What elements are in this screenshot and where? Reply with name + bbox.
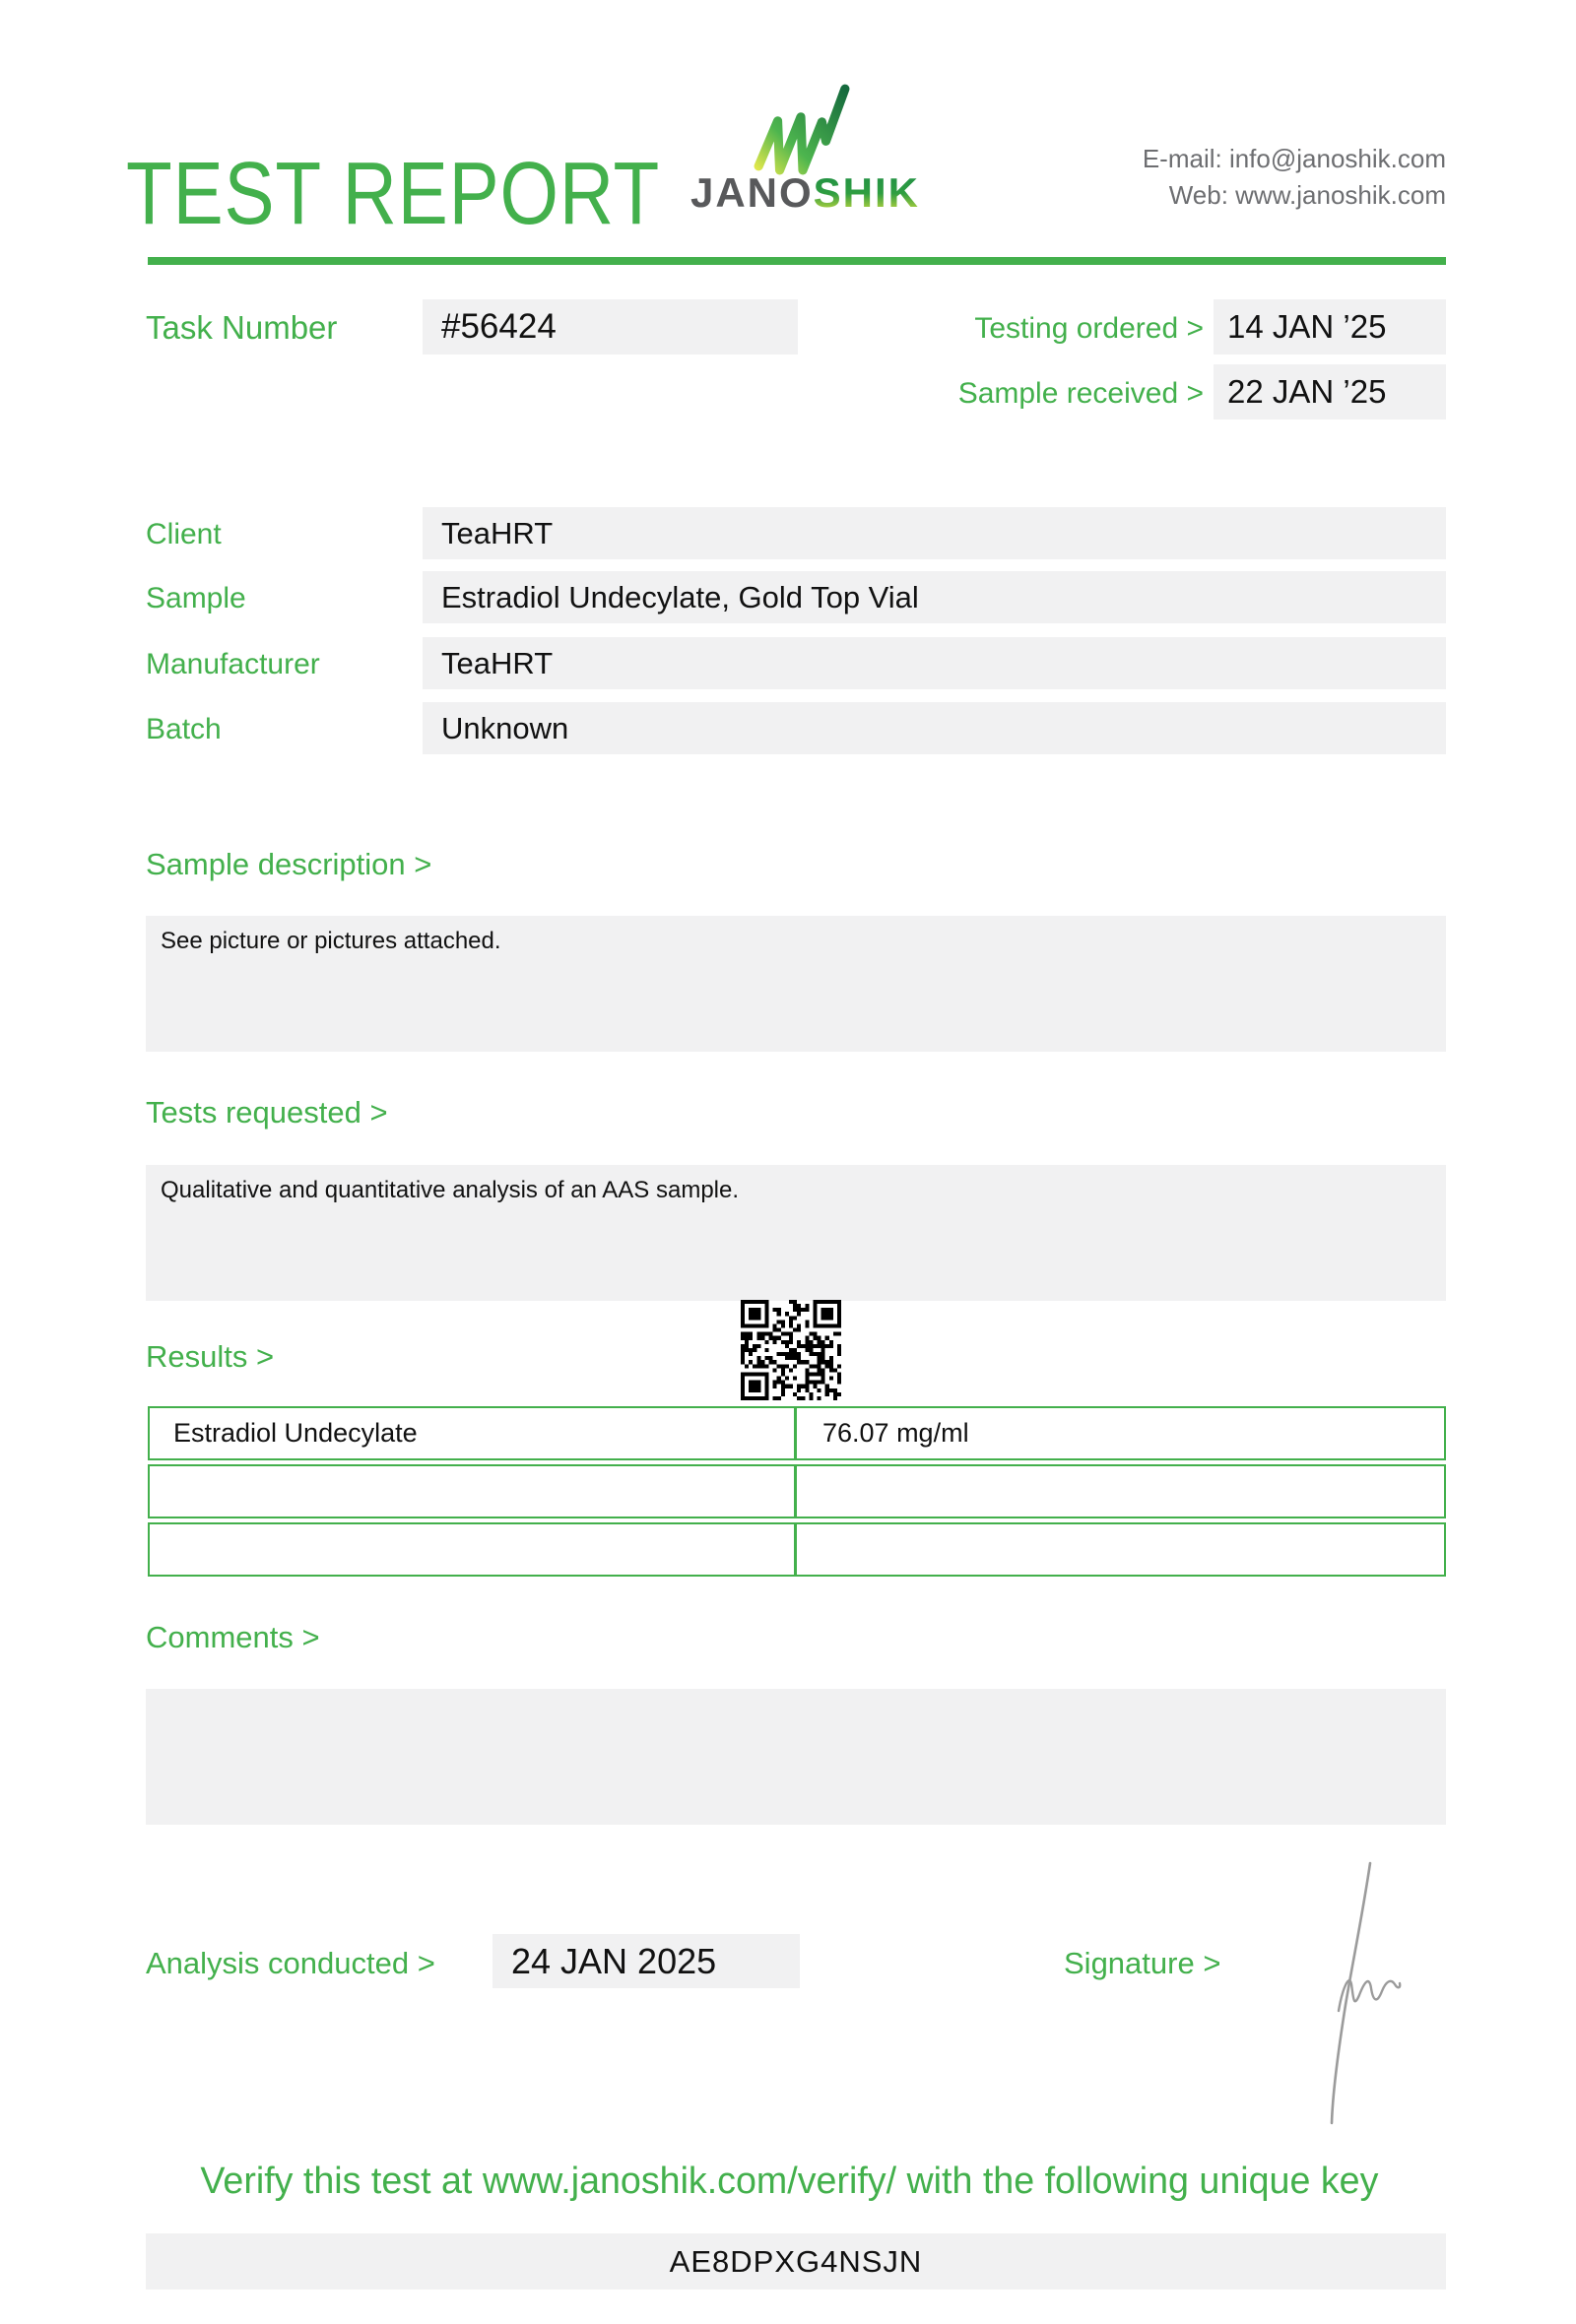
- comments-text: [146, 1689, 1446, 1712]
- result-substance-empty: [150, 1466, 797, 1517]
- results-row-3: [148, 1522, 1446, 1577]
- result-concentration-empty: [797, 1466, 1444, 1517]
- sample-description-text: See picture or pictures attached.: [161, 928, 501, 954]
- logo-shik: SHIK: [813, 169, 921, 216]
- page-title: TEST REPORT: [126, 145, 661, 243]
- batch-box: [423, 702, 1446, 754]
- manufacturer-label: Manufacturer: [146, 648, 320, 680]
- sample-description-heading: Sample description >: [146, 847, 432, 881]
- client-value: TeaHRT: [441, 516, 554, 550]
- chart-growth-icon: [747, 77, 857, 177]
- result-concentration-empty2: [797, 1524, 1444, 1575]
- contact-web: Web: www.janoshik.com: [1168, 180, 1446, 210]
- task-number-value: #56424: [441, 307, 557, 346]
- client-box: [423, 507, 1446, 559]
- tests-requested-text: Qualitative and quantitative analysis of an AAS sample.: [161, 1177, 740, 1203]
- header-divider: [148, 257, 1446, 265]
- comments-heading: Comments >: [146, 1620, 320, 1654]
- signature-scribble: [1283, 1859, 1402, 2137]
- sample-received-date: 22 JAN ’25: [1227, 373, 1387, 410]
- sample-label: Sample: [146, 582, 246, 614]
- manufacturer-box: [423, 637, 1446, 689]
- sample-received-box: [1214, 364, 1446, 420]
- comments-box: [146, 1689, 1446, 1825]
- verify-key: AE8DPXG4NSJN: [669, 2244, 923, 2279]
- sample-received-label: Sample received >: [957, 377, 1204, 410]
- verify-instruction: Verify this test at www.janoshik.com/verify/ with the following unique key: [200, 2161, 1379, 2202]
- result-substance: Estradiol Undecylate: [150, 1408, 797, 1458]
- logo-jano: JANO: [690, 169, 814, 216]
- analysis-date: 24 JAN 2025: [511, 1941, 717, 1981]
- results-row-1: [148, 1406, 1446, 1460]
- tests-requested-heading: Tests requested >: [146, 1095, 388, 1130]
- testing-ordered-box: [1214, 299, 1446, 355]
- verify-key-box: [146, 2233, 1446, 2290]
- result-substance-empty2: [150, 1524, 797, 1575]
- batch-value: Unknown: [441, 711, 569, 745]
- task-number-label: Task Number: [146, 309, 338, 346]
- sample-value: Estradiol Undecylate, Gold Top Vial: [441, 580, 919, 614]
- contact-block: [1143, 141, 1446, 214]
- testing-ordered-label: Testing ordered >: [974, 312, 1204, 345]
- batch-label: Batch: [146, 713, 222, 745]
- results-table: [148, 1406, 1446, 1581]
- task-number-box: [423, 299, 798, 355]
- logo-wordmark: [680, 169, 931, 217]
- manufacturer-value: TeaHRT: [441, 646, 554, 680]
- result-concentration: 76.07 mg/ml: [822, 1418, 969, 1448]
- results-heading: Results >: [146, 1339, 275, 1374]
- signature-label: Signature >: [1064, 1946, 1221, 1980]
- contact-email: E-mail: info@janoshik.com: [1142, 144, 1446, 173]
- tests-requested-box: [146, 1165, 1446, 1301]
- sample-box: [423, 571, 1446, 623]
- qr-code: [741, 1300, 841, 1400]
- client-label: Client: [146, 518, 222, 550]
- sample-description-box: [146, 916, 1446, 1052]
- analysis-date-box: [492, 1934, 800, 1988]
- results-row-2: [148, 1464, 1446, 1518]
- testing-ordered-date: 14 JAN ’25: [1227, 308, 1387, 345]
- analysis-conducted-label: Analysis conducted >: [146, 1946, 435, 1980]
